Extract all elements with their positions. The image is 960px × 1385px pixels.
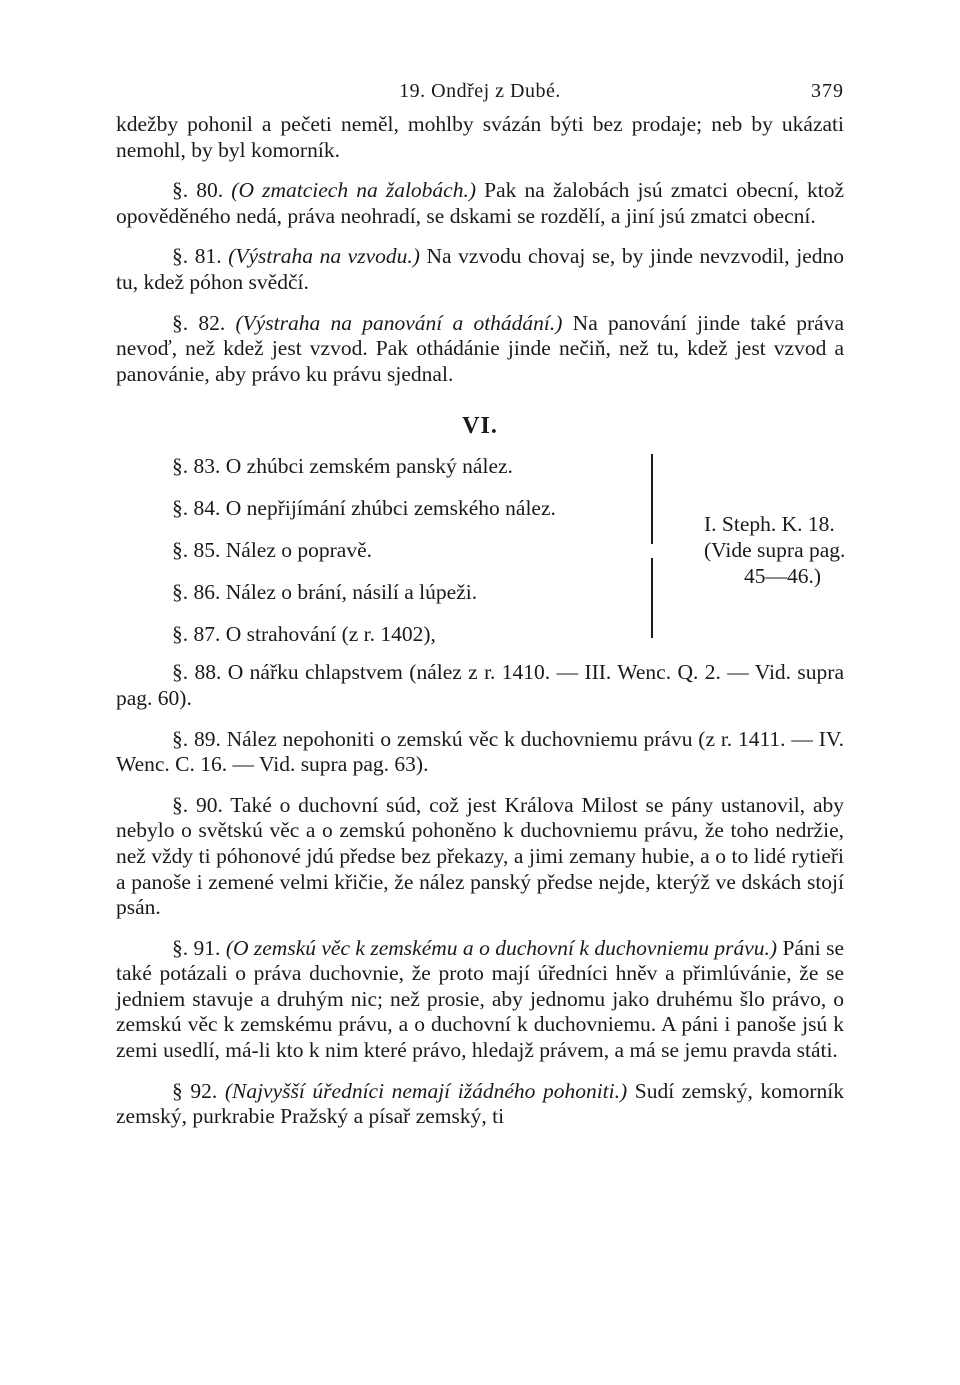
grouping-brace [646,454,658,638]
section-heading: (Výstraha na vzvodu.) [228,244,420,269]
list-item-86: §. 86. Nález o brání, násilí a lúpeži. [172,580,478,605]
list-item-87: §. 87. O strahování (z r. 1402), [172,622,436,647]
section-number: §. 82. [172,310,226,335]
section-heading: (Najvyšší úředníci nemají ižádného pohoniti.) [224,1078,628,1103]
paragraph-91 [116,936,844,1064]
paragraph-92 [116,1079,844,1130]
grouped-section-list [172,454,844,654]
book-page [116,72,844,1130]
paragraph-89: §. 89. Nález nepohoniti o zemskú věc k duchovniemu právu (z r. 1411. — IV. Wenc. C. 16. — Vid. supra pag. 63). [116,726,844,777]
paragraph-88: §. 88. O nářku chlapstvem (nález z r. 1410. — III. Wenc. Q. 2. — Vid. supra pag. 60). [116,660,844,710]
list-item-84: §. 84. O nepřijímání zhúbci zemského nález. [172,496,556,521]
cross-reference-line-1: I. Steph. K. 18. [704,512,835,537]
section-number: §. 80. [172,178,224,203]
section-number: § 92. [172,1078,218,1103]
section-text: Na panování jinde také práva nevoď, než kdež jest vzvod. Pak othádánie jinde nečiň, než tu, kdež jest vzvod a panovánie, aby právo ku právu sjednal. [116,310,845,386]
section-text: Páni se také potázali o práva duchovnie, že proto mají úředníci hněv a přimlúvánie, že se jedniem stavuje a druhým nic; než prosie, aby jednomu jako druhému šlo právo, o zemskú věc k zemskému právu, a o duchovní k duchovniemu. A páni i panoše jsú k zemi usedlí, má-li kto k nim které právo, hledajž právem, a má se jemu pravda státi. [116,935,845,1063]
section-heading: (Výstraha na panování a othádání.) [235,310,563,335]
section-text: Sudí zemský, komorník zemský, purkrabie Pražský a písař zemský, ti [116,1078,845,1129]
paragraph-82 [116,311,844,388]
section-text: Na vzvodu chovaj se, by jinde nevzvodil, jedno tu, kdež póhon svědčí. [116,244,845,294]
page-number: 379 [811,80,844,102]
list-item-85: §. 85. Nález o popravě. [172,538,372,563]
list-item-83: §. 83. O zhúbci zemském panský nález. [172,454,513,479]
section-number: §. 91. [172,935,221,960]
chapter-roman-numeral: VI. [462,413,498,440]
paragraph-continued: kdežby pohonil a pečeti neměl, mohlby svázán býti bez prodaje; neb by ukázati nemohl, by byl komorník. [116,112,844,162]
cross-reference-line-2: (Vide supra pag. [704,538,846,563]
running-title: 19. Ondřej z Dubé. [399,80,561,102]
section-heading: (O zmatciech na žalobách.) [231,178,477,203]
section-number: §. 81. [172,244,222,269]
paragraph-90: §. 90. Také o duchovní súd, což jest Králova Milost se pány ustanovil, aby nebylo o světskú věc a o zemskú pohoněno k duchovniemu právu, že toho nedržie, než vždy ti póhonové jdú předse bez překazy, a jimi zemany hubie, a o to lidé rytieři a panoše i zemené velmi křičie, že nález panský předse nejde, kterýž ve dskách stojí psán. [116,792,844,920]
section-heading: (O zemskú věc k zemskému a o duchovní k duchovniemu právu.) [225,935,778,960]
paragraph-81 [116,244,844,295]
cross-reference-line-3: 45—46.) [744,564,822,589]
running-header [116,72,844,112]
paragraph-80 [116,178,844,229]
section-text: Pak na žalobách jsú zmatci obecní, ktož opověděného nedá, práva neohradí, se dskami se rozdělí, a jiní jsú zmatci obecní. [116,178,845,228]
